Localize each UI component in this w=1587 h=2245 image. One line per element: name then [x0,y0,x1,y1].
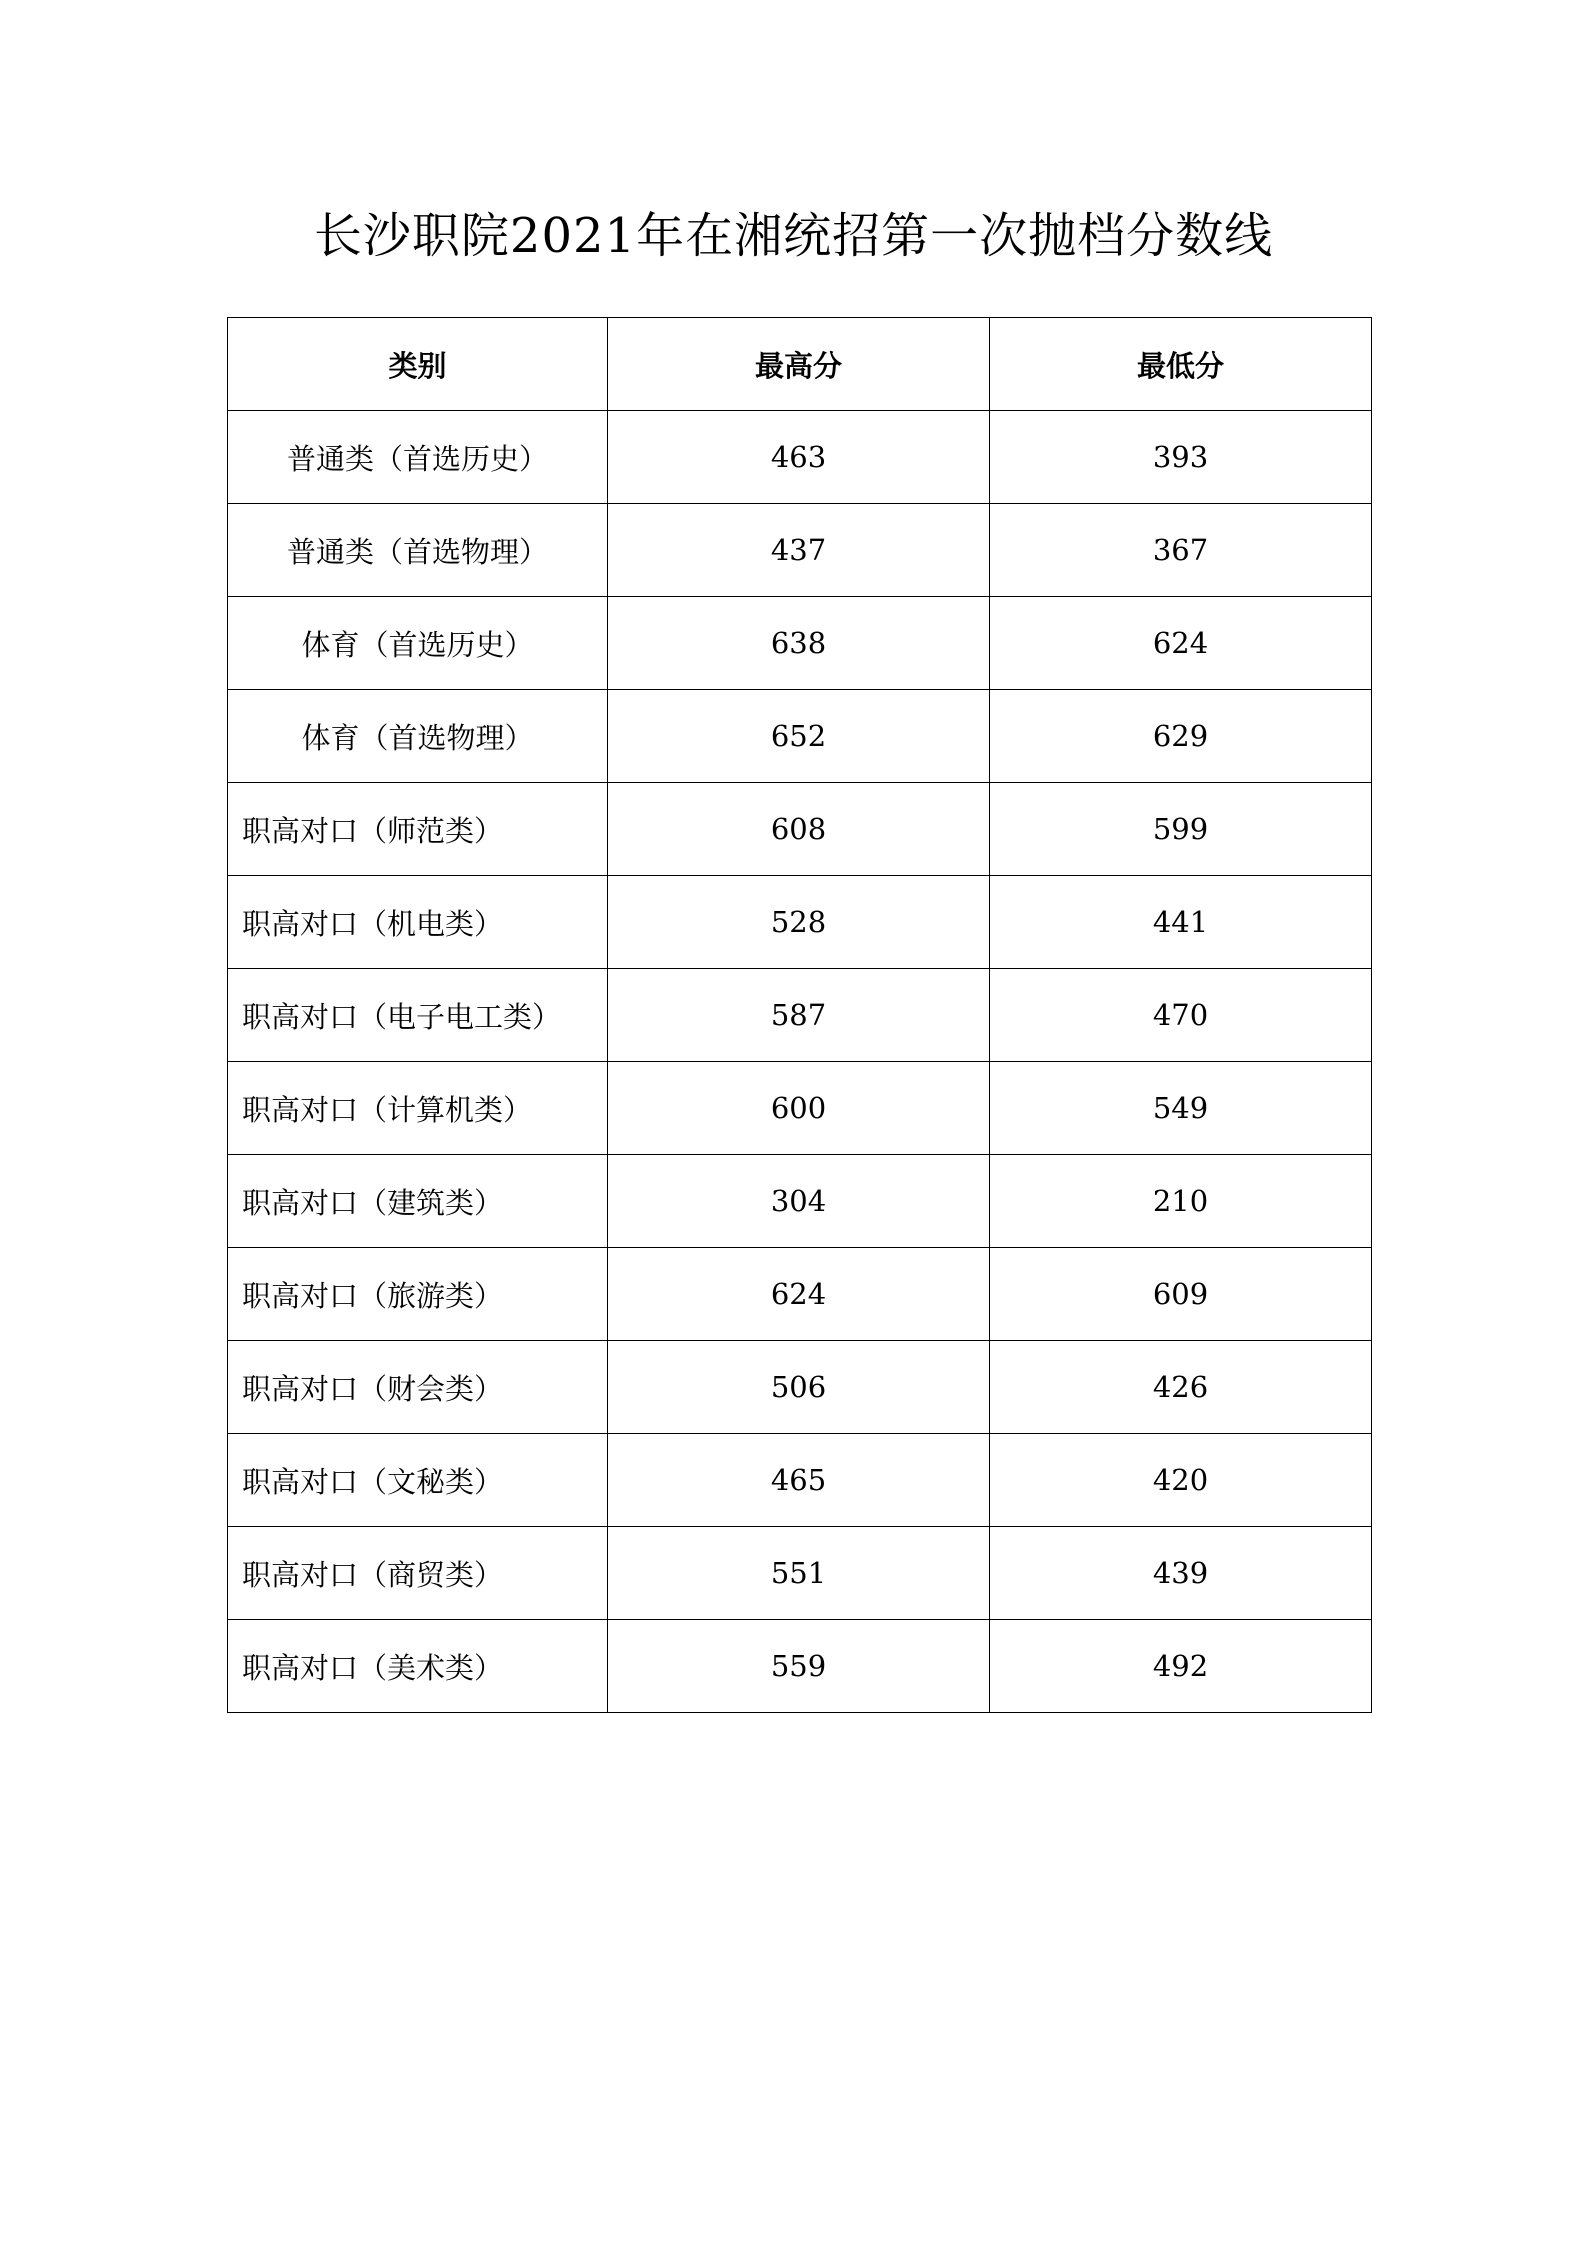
max-score-cell: 559 [608,1620,990,1713]
category-cell: 普通类（首选历史） [228,411,608,504]
max-score-cell: 437 [608,504,990,597]
max-score-cell: 304 [608,1155,990,1248]
max-score-cell: 608 [608,783,990,876]
min-score-cell: 426 [990,1341,1372,1434]
column-header-category: 类别 [228,318,608,411]
max-score-cell: 528 [608,876,990,969]
column-header-max-score: 最高分 [608,318,990,411]
max-score-cell: 638 [608,597,990,690]
min-score-cell: 367 [990,504,1372,597]
table-row [228,1527,1372,1620]
table-row [228,690,1372,783]
min-score-cell: 439 [990,1527,1372,1620]
table-row [228,1062,1372,1155]
min-score-cell: 420 [990,1434,1372,1527]
table-row [228,411,1372,504]
max-score-cell: 624 [608,1248,990,1341]
table-row [228,969,1372,1062]
min-score-cell: 492 [990,1620,1372,1713]
table-row [228,1155,1372,1248]
table-row [228,1341,1372,1434]
min-score-cell: 470 [990,969,1372,1062]
category-cell: 职高对口（建筑类） [228,1155,608,1248]
min-score-cell: 393 [990,411,1372,504]
category-cell: 职高对口（商贸类） [228,1527,608,1620]
min-score-cell: 599 [990,783,1372,876]
min-score-cell: 549 [990,1062,1372,1155]
max-score-cell: 587 [608,969,990,1062]
table-row [228,504,1372,597]
max-score-cell: 506 [608,1341,990,1434]
category-cell: 职高对口（美术类） [228,1620,608,1713]
min-score-cell: 210 [990,1155,1372,1248]
table-row [228,597,1372,690]
category-cell: 职高对口（电子电工类） [228,969,608,1062]
max-score-cell: 551 [608,1527,990,1620]
max-score-cell: 600 [608,1062,990,1155]
category-cell: 体育（首选物理） [228,690,608,783]
max-score-cell: 652 [608,690,990,783]
table-row [228,1434,1372,1527]
min-score-cell: 629 [990,690,1372,783]
column-header-min-score: 最低分 [990,318,1372,411]
min-score-cell: 609 [990,1248,1372,1341]
category-cell: 职高对口（财会类） [228,1341,608,1434]
category-cell: 普通类（首选物理） [228,504,608,597]
table-row [228,1248,1372,1341]
table-row [228,783,1372,876]
min-score-cell: 624 [990,597,1372,690]
table-header-row [228,318,1372,411]
max-score-cell: 463 [608,411,990,504]
category-cell: 职高对口（机电类） [228,876,608,969]
category-cell: 职高对口（师范类） [228,783,608,876]
page-title: 长沙职院2021年在湘统招第一次抛档分数线 [313,208,1274,264]
category-cell: 职高对口（文秘类） [228,1434,608,1527]
score-table [227,317,1372,1713]
table-row [228,876,1372,969]
table-row [228,1620,1372,1713]
max-score-cell: 465 [608,1434,990,1527]
category-cell: 体育（首选历史） [228,597,608,690]
min-score-cell: 441 [990,876,1372,969]
category-cell: 职高对口（旅游类） [228,1248,608,1341]
category-cell: 职高对口（计算机类） [228,1062,608,1155]
